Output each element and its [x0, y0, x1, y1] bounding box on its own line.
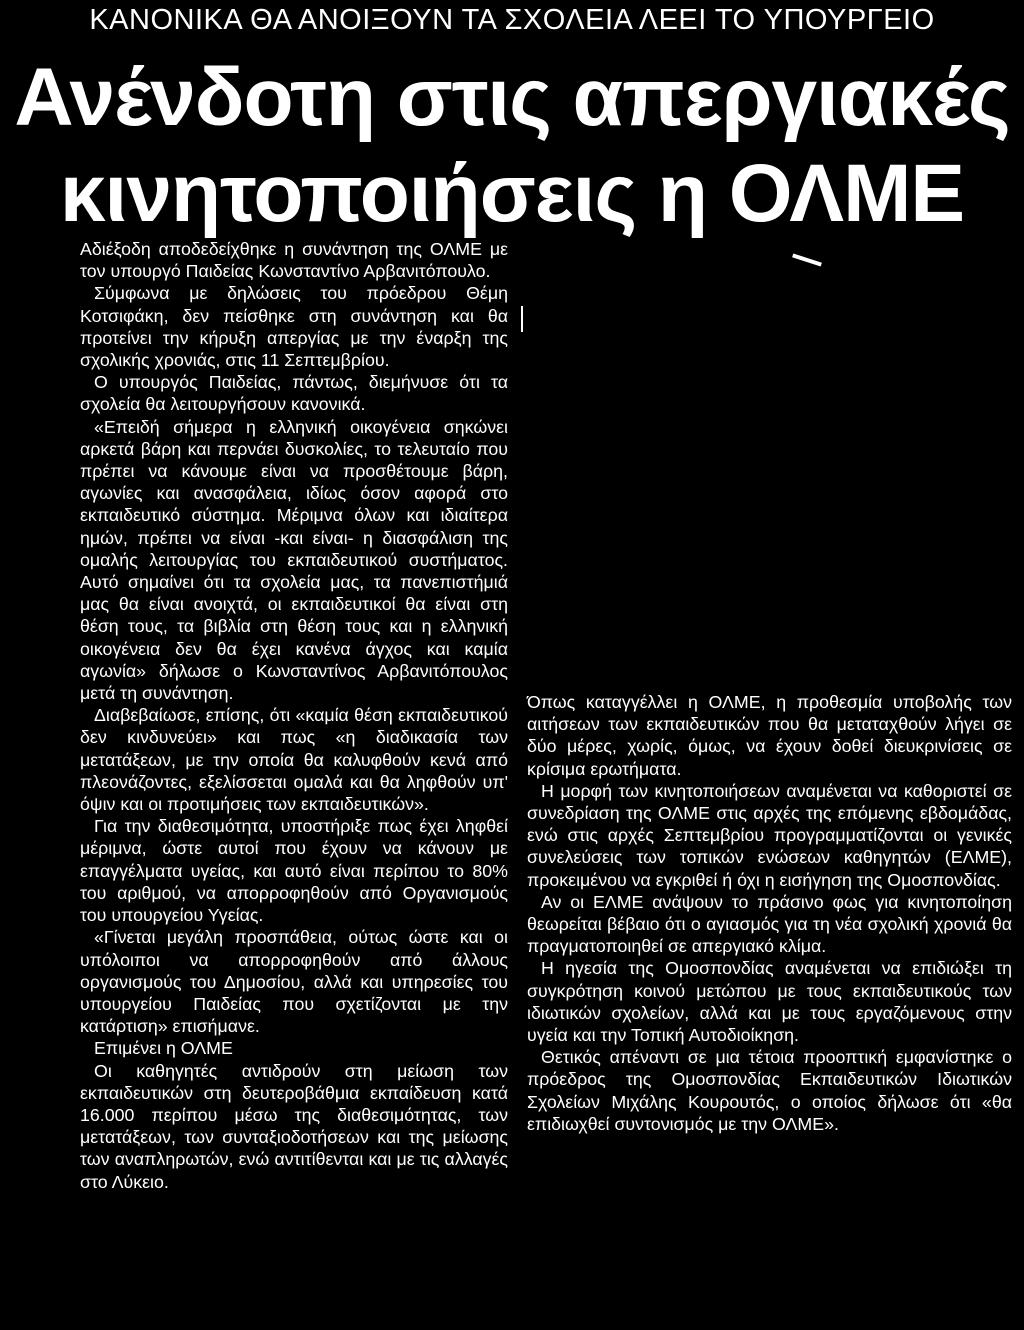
headline-line-1: Ανένδοτη στις απεργιακές: [14, 52, 1010, 143]
scan-mark: [792, 253, 822, 266]
headline-line-2: κινητοποιήσεις η ΟΛΜΕ: [59, 148, 965, 239]
headline: [0, 50, 1024, 242]
subheading: Επιμένει η ΟΛΜΕ: [94, 1038, 233, 1059]
kicker: ΚΑΝΟΝΙΚΑ ΘΑ ΑΝΟΙΞΟΥΝ ΤΑ ΣΧΟΛΕΙΑ ΛΕΕΙ ΤΟ ΥΠΟΥΡΓΕΙΟ: [89, 4, 935, 36]
paragraph: Σύμφωνα με δηλώσεις του πρόεδρου Θέμη Κοτσιφάκη, δεν πείσθηκε στη συνάντηση και θα προτείνει την κήρυξη απεργίας με την έναρξη της σχολικής χρονιάς, στις 11 Σεπτεμβρίου.: [80, 283, 508, 371]
paragraph: Θετικός απέναντι σε μια τέτοια προοπτική εμφανίστηκε ο πρόεδρος της Ομοσπονδίας Εκπαιδευτικών Ιδιωτικών Σχολείων Μιχάλης Κουρουτός, ο οποίος δήλωσε ότι «θα επιδιωχθεί συντονισμός με την ΟΛΜΕ».: [527, 1047, 1012, 1134]
paragraph: Για την διαθεσιμότητα, υποστήριξε πως έχει ληφθεί μέριμνα, ώστε αυτοί που έχουν να κάνουν με επαγγέλματα υγείας, και αυτό είναι περίπου το 80% του αριθμού, να απορροφηθούν από Οργανισμούς του υπουργείου Υγείας.: [80, 816, 508, 926]
scan-mark: [521, 306, 523, 332]
left-column: [80, 238, 508, 1193]
paragraph: Αδιέξοδη αποδεδείχθηκε η συνάντηση της ΟΛΜΕ με τον υπουργό Παιδείας Κωνσταντίνο Αρβανιτόπουλο.: [80, 239, 508, 282]
paragraph: Διαβεβαίωσε, επίσης, ότι «καμία θέση εκπαιδευτικού δεν κινδυνεύει» και πως «η διαδικασία των μετατάξεων, με την οποία θα καλυφθούν κενά από πλεονάζοντες, εξελίσσεται ομαλά και θα ληφθούν υπ' όψιν και οι προτιμήσεις των εκπαιδευτικών».: [80, 705, 508, 815]
paragraph: «Επειδή σήμερα η ελληνική οικογένεια σηκώνει αρκετά βάρη και περνάει δυσκολίες, το τελευταίο που πρέπει να κάνουμε είναι να προσθέτουμε βάρη, αγωνίες και ανασφάλεια, ιδίως όσον αφορά στο εκπαιδευτικό σύστημα. Μέριμνα όλων και ιδιαίτερα ημών, πρέπει να είναι -και είναι- η διασφάλιση της ομαλής λειτουργίας του εκπαιδευτικού συστήματος. Αυτό σημαίνει ότι τα σχολεία μας, τα πανεπιστήμιά μας θα είναι ανοιχτά, οι εκπαιδευτικοί θα είναι στη θέση τους, τα βιβλία στη θέση τους και η ελληνική οικογένεια δεν θα έχει κανένα άγχος και καμία αγωνία» δήλωσε ο Κωνσταντίνος Αρβανιτόπουλος μετά τη συνάντηση.: [80, 416, 508, 704]
paragraph: Η μορφή των κινητοποιήσεων αναμένεται να καθοριστεί σε συνεδρίαση της ΟΛΜΕ στις αρχές της επόμενης εβδομάδας, ενώ στις αρχές Σεπτεμβρίου προγραμματίζονται οι γενικές συνελεύσεις των τοπικών ενώσεων καθηγητών (ΕΛΜΕ), προκειμένου να εγκριθεί ή όχι η εισήγηση της Ομοσπονδίας.: [527, 780, 1012, 890]
paragraph: Αν οι ΕΛΜΕ ανάψουν το πράσινο φως για κινητοποίηση θεωρείται βέβαιο ότι ο αγιασμός για τη νέα σχολική χρονιά θα πραγματοποιηθεί σε απεργιακό κλίμα.: [527, 891, 1012, 957]
paragraph: Η ηγεσία της Ομοσπονδίας αναμένεται να επιδιώξει τη συγκρότηση κοινού μετώπου με τους εκπαιδευτικούς των ιδιωτικών σχολείων, αλλά και με τους εργαζόμενους στην υγεία και την Τοπική Αυτοδιοίκηση.: [527, 958, 1012, 1046]
right-column: [527, 691, 1012, 1135]
paragraph: Όπως καταγγέλλει η ΟΛΜΕ, η προθεσμία υποβολής των αιτήσεων των εκπαιδευτικών που θα μεταταχθούν λήγει σε δύο μέρες, χωρίς, όμως, να έχουν δοθεί διευκρινίσεις σε κρίσιμα ερωτήματα.: [527, 692, 1012, 779]
paragraph: Ο υπουργός Παιδείας, πάντως, διεμήνυσε ότι τα σχολεία θα λειτουργήσουν κανονικά.: [80, 372, 508, 415]
paragraph: Οι καθηγητές αντιδρούν στη μείωση των εκπαιδευτικών στη δευτεροβάθμια εκπαίδευση κατά 16.000 περίπου μέσω της διαθεσιμότητας, των μετατάξεων, των συνταξιοδοτήσεων και της μείωσης των αναπληρωτών, ενώ αντιτίθενται και με τις αλλαγές στο Λύκειο.: [80, 1060, 508, 1192]
paragraph: «Γίνεται μεγάλη προσπάθεια, ούτως ώστε και οι υπόλοιποι να απορροφηθούν από άλλους οργανισμούς του Δημοσίου, αλλά και υπηρεσίες του υπουργείου Παιδείας που σχετίζονται με την κατάρτιση» επισήμανε.: [80, 927, 508, 1037]
